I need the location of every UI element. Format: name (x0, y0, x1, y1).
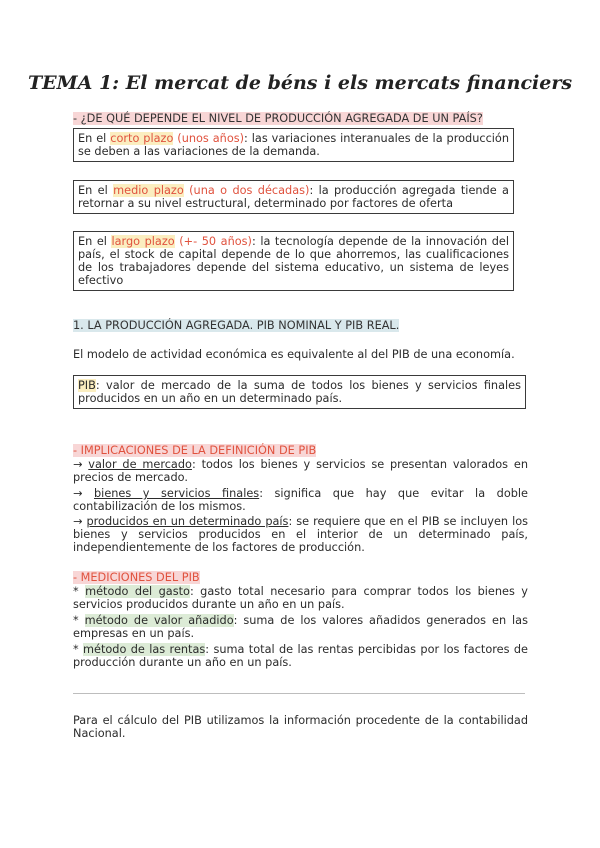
page-title: TEMA 1: El mercat de béns i els mercats financiers (27, 72, 573, 94)
pib-definition-box (73, 375, 526, 409)
box-term: medio plazo (113, 184, 184, 197)
box-text: : la producción agregada tiende a retornar a su nivel estructural, determinado por factores de oferta (78, 184, 509, 210)
box-text: : las variaciones interanuales de la producción se deben a las variaciones de la demanda. (78, 132, 509, 158)
implication-item (73, 515, 528, 554)
measurement-text: : suma de los valores añadidos generados en las empresas en un país. (73, 614, 528, 640)
pib-term: PIB (78, 379, 96, 392)
measurement-item (73, 643, 528, 669)
arrow-icon: → (73, 458, 89, 471)
measurement-term: método de las rentas (83, 643, 206, 656)
measurements-heading-text: - MEDICIONES DEL PIB (73, 571, 200, 584)
implication-text: : se requiere que en el PIB se incluyen los bienes y servicios producidos en el interior de un determinado país, independientemente de los factores de producción. (73, 515, 529, 554)
implication-item (73, 487, 528, 513)
implication-text: : todos los bienes y servicios se presentan valorados en precios de mercado. (73, 458, 528, 484)
section-heading-text: - ¿DE QUÉ DEPENDE EL NIVEL DE PRODUCCIÓN AGREGADA DE UN PAÍS? (73, 112, 483, 125)
medium-term-box (73, 180, 514, 214)
box-range: (una o dos décadas) (183, 184, 310, 197)
implication-text: : significa que hay que evitar la doble contabilización de los mismos. (73, 487, 528, 513)
implication-term: bienes y servicios finales (94, 487, 260, 500)
section-heading-production (73, 112, 483, 126)
bullet-icon: * (73, 614, 85, 627)
section-1-intro: El modelo de actividad económica es equivalente al del PIB de una economía. (73, 348, 515, 361)
implications-heading (73, 444, 316, 458)
measurement-term: método de valor añadido (84, 614, 234, 627)
box-range: (+- 50 años) (174, 235, 252, 248)
box-range: (unos años) (173, 132, 245, 145)
measurement-text: : gasto total necesario para comprar todos los bienes y servicios producidos durante un año en un país. (73, 585, 528, 611)
measurement-item (73, 585, 528, 611)
box-prefix: En el (78, 235, 112, 248)
box-text: : la tecnología depende de la innovación del país, el stock de capital depende de lo que ahorremos, las cualificaciones de los trabajadores depende del sistema educativo, un sistema de leyes efectivo (78, 235, 509, 287)
section-1-heading-text: 1. LA PRODUCCIÓN AGREGADA. PIB NOMINAL Y PIB REAL. (73, 319, 400, 332)
box-term: largo plazo (111, 235, 175, 248)
long-term-box (73, 231, 514, 291)
implication-term: producidos en un determinado país (86, 515, 289, 528)
box-prefix: En el (78, 132, 111, 145)
arrow-icon: → (73, 515, 87, 528)
implications-heading-text: - IMPLICACIONES DE LA DEFINICIÓN DE PIB (73, 444, 317, 457)
section-1-heading (73, 319, 399, 333)
short-term-box (73, 128, 514, 162)
divider (73, 693, 525, 694)
implication-term: valor de mercado (88, 458, 192, 471)
measurement-text: : suma total de las rentas percibidas por los factores de producción durante un año en un país. (73, 643, 528, 669)
pib-definition: : valor de mercado de la suma de todos los bienes y servicios finales producidos en un año en un determinado país. (78, 379, 521, 405)
bullet-icon: * (73, 585, 86, 598)
arrow-icon: → (73, 487, 95, 500)
bullet-icon: * (73, 643, 84, 656)
implication-item (73, 458, 528, 484)
footer-note: Para el cálculo del PIB utilizamos la información procedente de la contabilidad Nacional. (73, 714, 528, 740)
measurements-heading (73, 571, 200, 585)
measurement-term: método del gasto (85, 585, 190, 598)
measurement-item (73, 614, 528, 640)
box-term: corto plazo (110, 132, 174, 145)
box-prefix: En el (78, 184, 114, 197)
